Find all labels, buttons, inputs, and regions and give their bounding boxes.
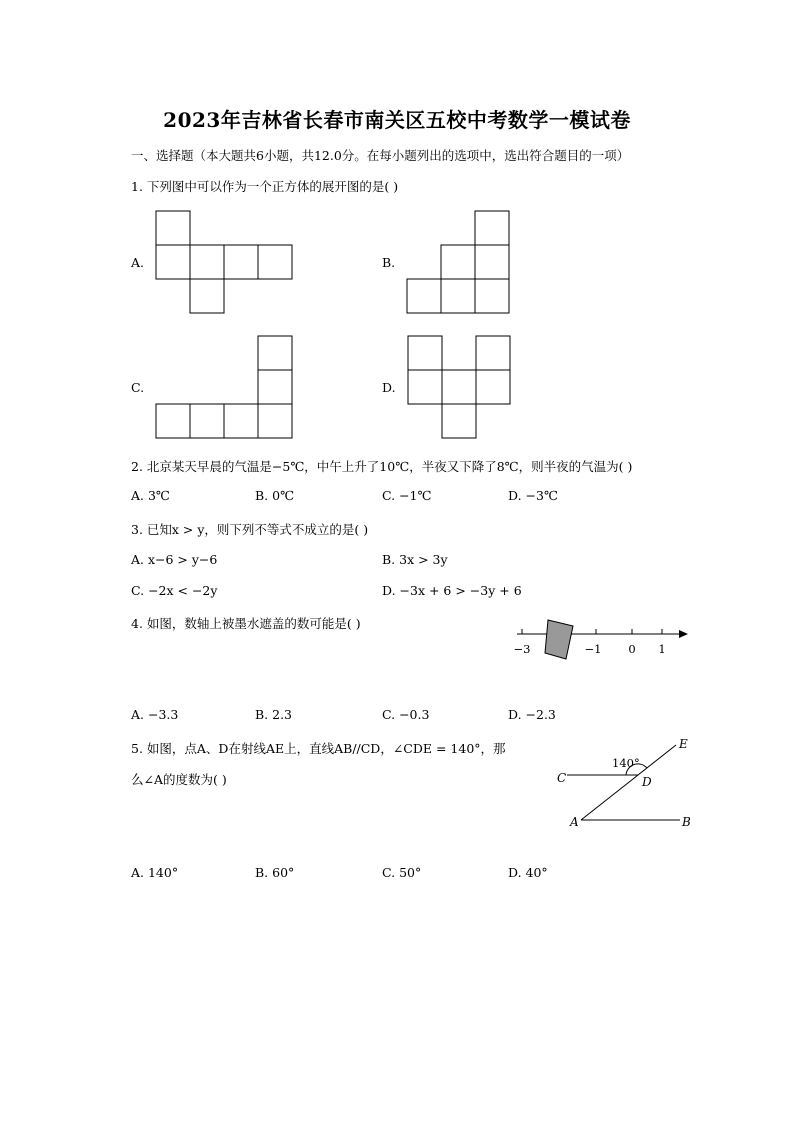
q5-option-c: C. 50° xyxy=(382,865,422,880)
question-3-text: 3. 已知x > y，则下列不等式不成立的是( ) xyxy=(131,522,369,537)
q4-option-a: A. −3.3 xyxy=(131,707,179,722)
q3-option-a: A. x−6 > y−6 xyxy=(131,552,218,567)
q5-option-d: D. 40° xyxy=(508,865,548,880)
q2-option-a: A. 3℃ xyxy=(131,488,170,503)
q3-option-b: B. 3x > 3y xyxy=(382,552,448,567)
section-heading: 一、选择题（本大题共6小题，共12.0分。在每小题列出的选项中，选出符合题目的一项） xyxy=(131,148,630,163)
point-b-label: B xyxy=(682,815,691,829)
point-c-label: C xyxy=(557,771,567,785)
q4-option-d: D. −2.3 xyxy=(508,707,556,722)
q2-option-d: D. −3℃ xyxy=(508,488,558,503)
q4-option-b: B. 2.3 xyxy=(255,707,293,722)
axis-label-1: 1 xyxy=(658,642,666,656)
question-5-line-2: 么∠A的度数为( ) xyxy=(131,772,227,787)
axis-label-neg1: −1 xyxy=(584,642,602,656)
q1-label-b: B. xyxy=(382,255,396,270)
axis-label-0: 0 xyxy=(628,642,636,656)
angle-label: 140° xyxy=(612,756,640,770)
question-1-text: 1. 下列图中可以作为一个正方体的展开图的是( ) xyxy=(131,179,399,194)
page-title: 2023年吉林省长春市南关区五校中考数学一模试卷 xyxy=(163,108,631,132)
q2-option-c: C. −1℃ xyxy=(382,488,432,503)
q5-option-b: B. 60° xyxy=(255,865,295,880)
q1-label-d: D. xyxy=(382,380,396,395)
axis-label-neg3: −3 xyxy=(513,642,531,656)
point-d-label: D xyxy=(642,775,652,789)
q4-option-c: C. −0.3 xyxy=(382,707,430,722)
question-2-text: 2. 北京某天早晨的气温是−5℃，中午上升了10℃，半夜又下降了8℃，则半夜的气温为( ) xyxy=(131,459,633,474)
q5-option-a: A. 140° xyxy=(131,865,179,880)
question-4-text: 4. 如图，数轴上被墨水遮盖的数可能是( ) xyxy=(131,616,361,631)
q3-option-c: C. −2x < −2y xyxy=(131,583,218,598)
q2-option-b: B. 0℃ xyxy=(255,488,295,503)
question-5-line-1: 5. 如图，点A、D在射线AE上，直线AB//CD，∠CDE = 140°，那 xyxy=(131,741,506,756)
q1-label-c: C. xyxy=(131,380,145,395)
q3-option-d: D. −3x + 6 > −3y + 6 xyxy=(382,583,522,598)
q1-label-a: A. xyxy=(131,255,145,270)
point-e-label: E xyxy=(679,737,688,751)
point-a-label: A xyxy=(570,815,579,829)
